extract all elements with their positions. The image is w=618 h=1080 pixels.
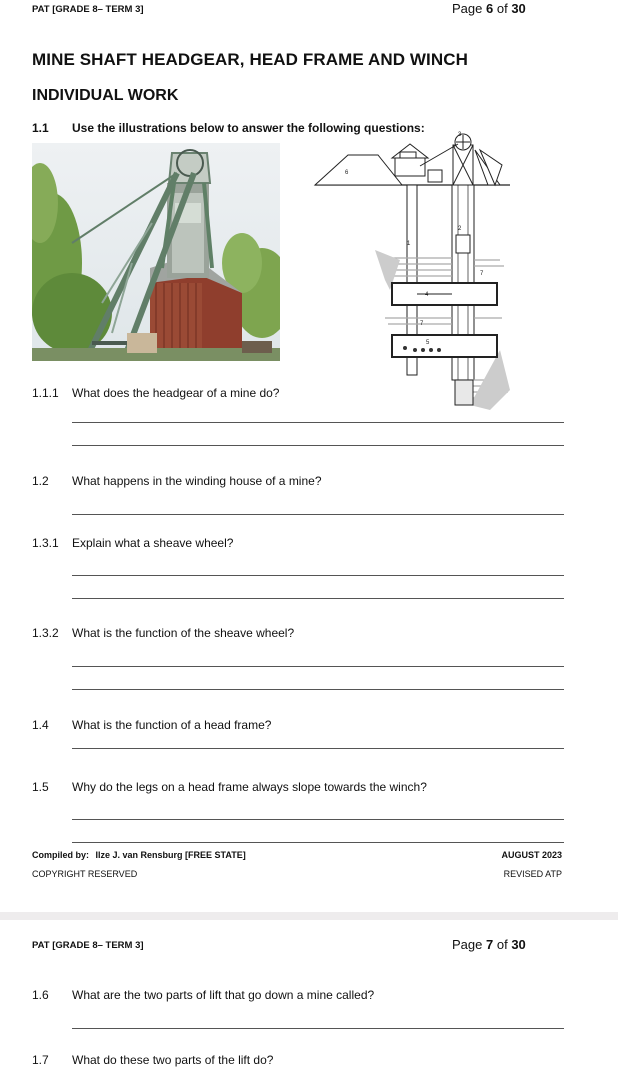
diagram-label-2: 2	[458, 226, 462, 232]
answer-line[interactable]	[72, 575, 564, 576]
headgear-photo	[32, 143, 280, 361]
diagram-label-7a: 7	[420, 321, 424, 327]
question-1-4	[32, 718, 271, 732]
answer-line[interactable]	[72, 445, 564, 446]
question-text: Use the illustrations below to answer the following questions:	[72, 121, 425, 135]
question-number: 1.1	[32, 121, 49, 135]
mine-shaft-diagram	[310, 130, 520, 412]
diagram-label-1: 1	[407, 241, 411, 247]
question-1-5	[32, 780, 427, 794]
page-header-left-2: PAT [GRADE 8– TERM 3]	[32, 940, 144, 951]
question-1-6	[32, 988, 374, 1002]
answer-line[interactable]	[72, 748, 564, 749]
question-text: What are the two parts of lift that go down a mine called?	[72, 988, 375, 1002]
answer-line[interactable]	[72, 666, 564, 667]
section-subtitle: INDIVIDUAL WORK	[32, 87, 179, 104]
question-text: Explain what a sheave wheel?	[72, 536, 234, 550]
page-num: 6	[486, 1, 494, 16]
page-total: 30	[511, 937, 526, 952]
answer-line[interactable]	[72, 422, 564, 423]
question-number: 1.2	[32, 474, 49, 488]
question-1-1-1	[32, 386, 279, 400]
question-text: What is the function of the sheave wheel?	[72, 626, 295, 640]
answer-line[interactable]	[72, 689, 564, 690]
footer-date: AUGUST 2023	[501, 850, 562, 860]
page-header-left: PAT [GRADE 8– TERM 3]	[32, 4, 144, 15]
question-text: What happens in the winding house of a mine?	[72, 474, 322, 488]
question-1-3-2	[32, 626, 294, 640]
page-of: of	[496, 937, 508, 952]
diagram-label-4: 4	[425, 292, 429, 298]
page-num: 7	[486, 937, 494, 952]
question-text: Why do the legs on a head frame always slope towards the winch?	[72, 780, 427, 794]
diagram-label-6: 6	[345, 170, 349, 176]
page-label: Page	[452, 937, 483, 952]
answer-line[interactable]	[72, 842, 564, 843]
question-number: 1.4	[32, 718, 49, 732]
page-total: 30	[511, 1, 526, 16]
question-number: 1.3.1	[32, 536, 59, 550]
answer-line[interactable]	[72, 598, 564, 599]
question-1-2	[32, 474, 322, 488]
question-1-7	[32, 1053, 273, 1067]
question-number: 1.1.1	[32, 386, 59, 400]
footer-revised: REVISED ATP	[503, 869, 562, 879]
question-number: 1.6	[32, 988, 49, 1002]
diagram-label-7b: 7	[480, 271, 484, 277]
page-number-2	[452, 937, 526, 952]
question-number: 1.7	[32, 1053, 49, 1067]
compiled-name: Ilze J. van Rensburg [FREE STATE]	[95, 850, 246, 860]
footer-compiled	[32, 850, 246, 860]
answer-line[interactable]	[72, 819, 564, 820]
question-text: What does the headgear of a mine do?	[72, 386, 280, 400]
answer-line[interactable]	[72, 514, 564, 515]
compiled-label: Compiled by:	[32, 850, 90, 860]
page-number	[452, 1, 526, 16]
question-number: 1.3.2	[32, 626, 59, 640]
page-of: of	[496, 1, 508, 16]
diagram-label-3: 3	[458, 132, 462, 138]
question-number: 1.5	[32, 780, 49, 794]
page-label: Page	[452, 1, 483, 16]
question-text: What do these two parts of the lift do?	[72, 1053, 274, 1067]
answer-line[interactable]	[72, 1028, 564, 1029]
question-1-3-1	[32, 536, 233, 550]
question-text: What is the function of a head frame?	[72, 718, 272, 732]
page-separator	[0, 912, 618, 920]
diagram-label-5: 5	[426, 340, 430, 346]
page-title: MINE SHAFT HEADGEAR, HEAD FRAME AND WINCH	[32, 50, 469, 69]
footer-copyright: COPYRIGHT RESERVED	[32, 869, 138, 879]
